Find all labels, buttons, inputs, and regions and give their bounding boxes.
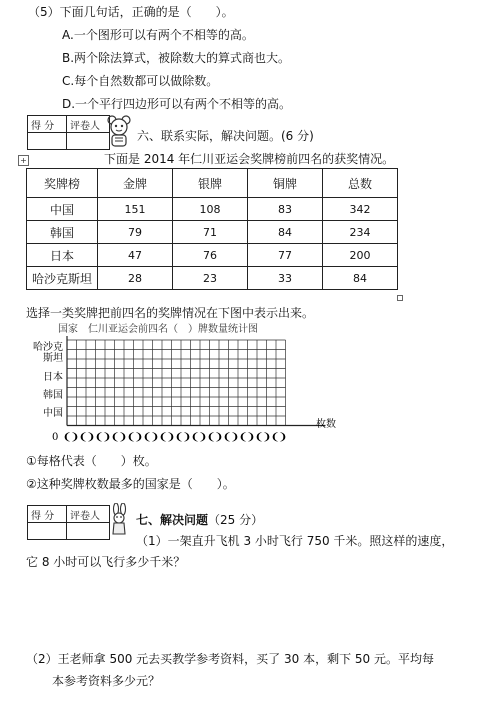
- table-cell: 84: [248, 221, 323, 244]
- table-resize-handle[interactable]: [397, 295, 403, 301]
- chart-origin-label: 0: [52, 432, 59, 443]
- grader-label: 评卷人: [67, 506, 110, 523]
- chart-y-axis-label: 国家: [58, 324, 78, 335]
- table-cell: 28: [98, 267, 173, 290]
- chart-country-label: 中国: [43, 408, 63, 419]
- mascot-bear-icon: [106, 114, 132, 148]
- table-cell: 韩国: [27, 221, 98, 244]
- chart-x-axis-label: 枚数: [316, 419, 336, 430]
- chart-instruction: 选择一类奖牌把前四名的奖牌情况在下图中表示出来。: [26, 306, 315, 320]
- table-header-cell: 金牌: [98, 169, 173, 198]
- chart-title: 仁川亚运会前四名（ ）牌数量统计图: [88, 324, 258, 335]
- blank-bar-chart: [22, 320, 362, 445]
- table-header-cell: 银牌: [173, 169, 248, 198]
- section7-heading: [136, 512, 263, 528]
- chart-question-2: ②这种奖牌枚数最多的国家是（ ）。: [26, 477, 235, 491]
- problem1-line2: 它 8 小时可以飞行多少千米？: [26, 555, 186, 569]
- table-cell: 200: [323, 244, 398, 267]
- section6-title: 六、联系实际，解决问题。(6 分): [137, 129, 314, 143]
- section6-intro: 下面是 2014 年仁川亚运会奖牌榜前四名的获奖情况。: [104, 152, 395, 166]
- table-row: [27, 267, 398, 290]
- table-cell: 日本: [27, 244, 98, 267]
- table-move-handle-icon[interactable]: +: [18, 155, 29, 166]
- table-header-cell: 奖牌榜: [27, 169, 98, 198]
- medal-table: [26, 168, 398, 290]
- score-label: 得 分: [28, 506, 67, 523]
- table-cell: 23: [173, 267, 248, 290]
- q5-option-a: A.一个图形可以有两个不相等的高。: [62, 28, 254, 42]
- chart-country-label: 韩国: [43, 390, 63, 401]
- grader-cell: [67, 523, 110, 540]
- table-cell: 342: [323, 198, 398, 221]
- chart-country-labels: [33, 340, 63, 419]
- table-header-row: [27, 169, 398, 198]
- table-header-cell: 总数: [323, 169, 398, 198]
- table-row: [27, 198, 398, 221]
- q5-stem: （5）下面几句话，正确的是（ ）。: [28, 5, 234, 19]
- chart-question-1: ①每格代表（ ）枚。: [26, 454, 157, 468]
- section7-points: （25 分）: [208, 513, 264, 527]
- problem2-line1: （2）王老师拿 500 元去买教学参考资料，买了 30 本，剩下 50 元。平均每: [26, 652, 434, 666]
- score-cell: [28, 133, 67, 150]
- table-cell: 71: [173, 221, 248, 244]
- table-cell: 中国: [27, 198, 98, 221]
- score-label: 得 分: [28, 116, 67, 133]
- q5-option-b: B.两个除法算式，被除数大的算式商也大。: [62, 51, 291, 65]
- table-row: [27, 221, 398, 244]
- table-header-cell: 铜牌: [248, 169, 323, 198]
- table-row: [27, 244, 398, 267]
- score-box-section7: [27, 505, 110, 540]
- table-cell: 84: [323, 267, 398, 290]
- chart-blank-ticks: ()()()()()()()()()()()()()(): [63, 432, 288, 443]
- table-cell: 79: [98, 221, 173, 244]
- table-cell: 哈沙克斯坦: [27, 267, 98, 290]
- mascot-rabbit-icon: [108, 503, 130, 537]
- chart-grid: [67, 336, 326, 426]
- problem1-line1: （1）一架直升飞机 3 小时飞行 750 千米。照这样的速度，: [136, 534, 454, 548]
- table-cell: 108: [173, 198, 248, 221]
- table-cell: 77: [248, 244, 323, 267]
- section7-title: 七、解决问题: [136, 513, 209, 527]
- table-cell: 151: [98, 198, 173, 221]
- table-cell: 234: [323, 221, 398, 244]
- grader-label: 评卷人: [67, 116, 110, 133]
- chart-country-label: 斯坦: [43, 353, 63, 364]
- table-cell: 47: [98, 244, 173, 267]
- table-cell: 76: [173, 244, 248, 267]
- problem2-line2: 本参考资料多少元？: [52, 674, 161, 688]
- score-cell: [28, 523, 67, 540]
- chart-country-label: 日本: [43, 372, 63, 383]
- chart-country-label: 哈沙克: [33, 342, 63, 353]
- q5-option-c: C.每个自然数都可以做除数。: [62, 74, 219, 88]
- grader-cell: [67, 133, 110, 150]
- table-cell: 83: [248, 198, 323, 221]
- table-cell: 33: [248, 267, 323, 290]
- score-box-section6: [27, 115, 110, 150]
- q5-option-d: D.一个平行四边形可以有两个不相等的高。: [62, 97, 292, 111]
